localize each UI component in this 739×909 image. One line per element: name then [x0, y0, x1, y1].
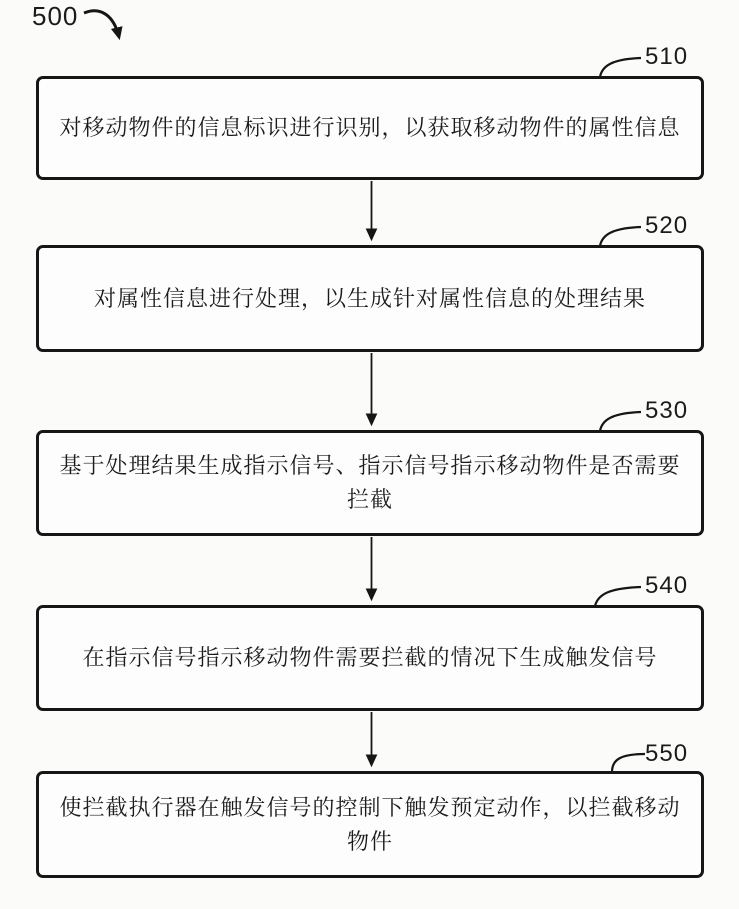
ref-label-540: 540	[645, 572, 689, 599]
leader-line-550	[612, 754, 645, 772]
leader-line-530	[600, 412, 641, 431]
step-box-510	[36, 76, 704, 180]
step-text-540: 在指示信号指示移动物件需要拦截的情况下生成触发信号	[82, 645, 658, 670]
figure-pointer-arrow	[84, 11, 119, 37]
step-text-550: 使拦截执行器在触发信号的控制下触发预定动作，以拦截移动物件	[59, 794, 681, 854]
ref-label-510: 510	[645, 43, 689, 70]
step-box-550	[36, 771, 704, 878]
step-box-520	[36, 245, 704, 352]
step-text-530: 基于处理结果生成指示信号、指示信号指示移动物件是否需要拦截	[59, 453, 681, 512]
step-text-510: 对移动物件的信息标识进行识别，以获取移动物件的属性信息	[59, 115, 681, 140]
figure-number: 500	[32, 1, 79, 31]
step-box-530	[36, 430, 704, 536]
ref-label-520: 520	[645, 212, 689, 239]
leader-line-510	[600, 58, 641, 77]
leader-line-520	[600, 227, 641, 246]
leader-line-540	[595, 587, 641, 606]
ref-label-550: 550	[645, 740, 689, 767]
step-box-540	[36, 605, 704, 711]
ref-label-530: 530	[645, 397, 689, 424]
step-text-520: 对属性信息进行处理，以生成针对属性信息的处理结果	[93, 285, 646, 311]
